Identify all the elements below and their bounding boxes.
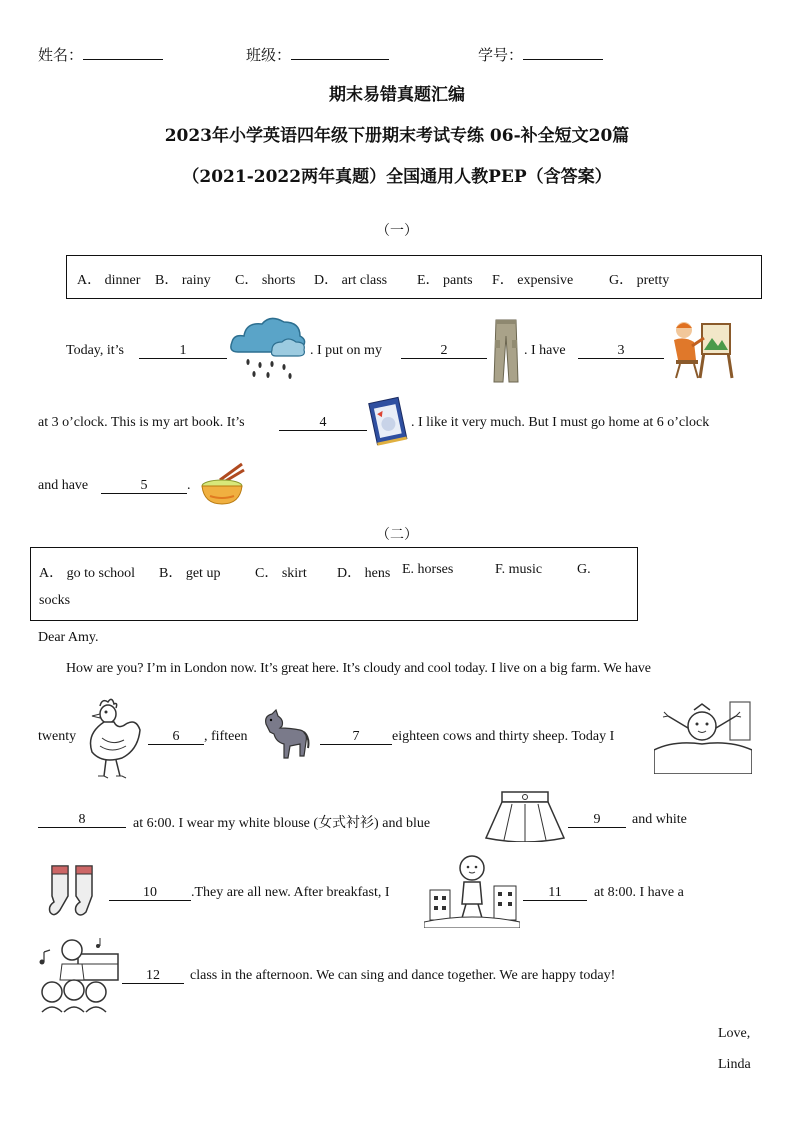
text: Today, it’s bbox=[66, 343, 124, 358]
title-line-1: 期末易错真题汇编 bbox=[329, 85, 465, 105]
class-field[interactable] bbox=[246, 44, 389, 65]
blank-2[interactable]: 2 bbox=[401, 343, 487, 359]
letter-closing: Love, bbox=[718, 1026, 751, 1041]
blank-8[interactable]: 8 bbox=[38, 812, 126, 828]
text: .They are all new. After breakfast, I bbox=[191, 885, 390, 900]
option: C． shorts bbox=[235, 273, 296, 288]
text: , fifteen bbox=[204, 729, 248, 744]
girl-getting-up-icon bbox=[654, 698, 752, 774]
student-id-label: 学号： bbox=[478, 48, 524, 64]
blank-10[interactable]: 10 bbox=[109, 885, 191, 901]
option: D． hens bbox=[337, 566, 391, 581]
text: . I have bbox=[524, 343, 566, 358]
pants-icon bbox=[492, 318, 520, 384]
title-line-2: 2023年小学英语四年级下册期末考试专练 06-补全短文20篇 bbox=[164, 126, 630, 146]
text: eighteen cows and thirty sheep. Today I bbox=[392, 729, 615, 744]
text: . bbox=[187, 478, 191, 493]
title-line-3: （2021-2022两年真题）全国通用人教PEP（含答案） bbox=[182, 167, 612, 187]
name-label: 姓名： bbox=[38, 48, 84, 64]
blank-7[interactable]: 7 bbox=[320, 729, 392, 745]
option: G. bbox=[577, 562, 591, 577]
option: A． go to school bbox=[39, 566, 136, 581]
section-1-heading: （一） bbox=[376, 224, 418, 239]
section-2-word-box bbox=[30, 547, 638, 621]
rainy-cloud-icon bbox=[228, 312, 308, 380]
noodle-bowl-icon bbox=[198, 460, 246, 508]
hen-icon bbox=[78, 694, 144, 780]
blank-1[interactable]: 1 bbox=[139, 343, 227, 359]
socks-icon bbox=[46, 862, 102, 920]
option: F. music bbox=[495, 562, 543, 577]
text: How are you? I’m in London now. It’s great here. It’s cloudy and cool today. I live on a big farm. We have bbox=[66, 661, 651, 676]
music-class-icon bbox=[38, 934, 122, 1014]
section-1-word-box bbox=[66, 255, 762, 299]
text: at 8:00. I have a bbox=[594, 885, 684, 900]
blank-6[interactable]: 6 bbox=[148, 729, 204, 745]
option: G． pretty bbox=[609, 273, 670, 288]
text: and white bbox=[632, 812, 687, 827]
text: and have bbox=[38, 478, 89, 493]
option: B． rainy bbox=[155, 273, 211, 288]
letter-signature: Linda bbox=[718, 1057, 751, 1072]
blank-4[interactable]: 4 bbox=[279, 415, 367, 431]
option: A． dinner bbox=[77, 273, 141, 288]
horse-icon bbox=[260, 708, 310, 760]
text: at 3 o’clock. This is my art book. It’s bbox=[38, 415, 245, 430]
option: B． get up bbox=[159, 566, 221, 581]
blank-12[interactable]: 12 bbox=[122, 968, 184, 984]
text: at 6:00. I wear my white blouse (女式衬衫) and blue bbox=[133, 816, 431, 831]
text: . I put on my bbox=[310, 343, 382, 358]
art-book-icon bbox=[367, 396, 409, 448]
option: E. horses bbox=[402, 562, 454, 577]
text: . I like it very much. But I must go home at 6 o’clock bbox=[411, 415, 710, 430]
class-label: 班级： bbox=[246, 48, 292, 64]
option: F． expensive bbox=[492, 273, 574, 288]
text: twenty bbox=[38, 729, 77, 744]
skirt-icon bbox=[482, 790, 568, 842]
option: D． art class bbox=[314, 273, 388, 288]
art-class-painter-icon bbox=[670, 316, 736, 382]
go-to-school-icon bbox=[424, 852, 520, 928]
blank-9[interactable]: 9 bbox=[568, 812, 626, 828]
text: class in the afternoon. We can sing and dance together. We are happy today! bbox=[190, 968, 616, 983]
section-2-heading: （二） bbox=[376, 528, 418, 543]
student-id-field[interactable] bbox=[478, 44, 603, 65]
blank-11[interactable]: 11 bbox=[523, 885, 587, 901]
name-field[interactable] bbox=[38, 44, 163, 65]
blank-3[interactable]: 3 bbox=[578, 343, 664, 359]
option: socks bbox=[39, 593, 71, 608]
blank-5[interactable]: 5 bbox=[101, 478, 187, 494]
option: C． skirt bbox=[255, 566, 307, 581]
option: E． pants bbox=[417, 273, 473, 288]
letter-greeting: Dear Amy. bbox=[38, 630, 99, 645]
